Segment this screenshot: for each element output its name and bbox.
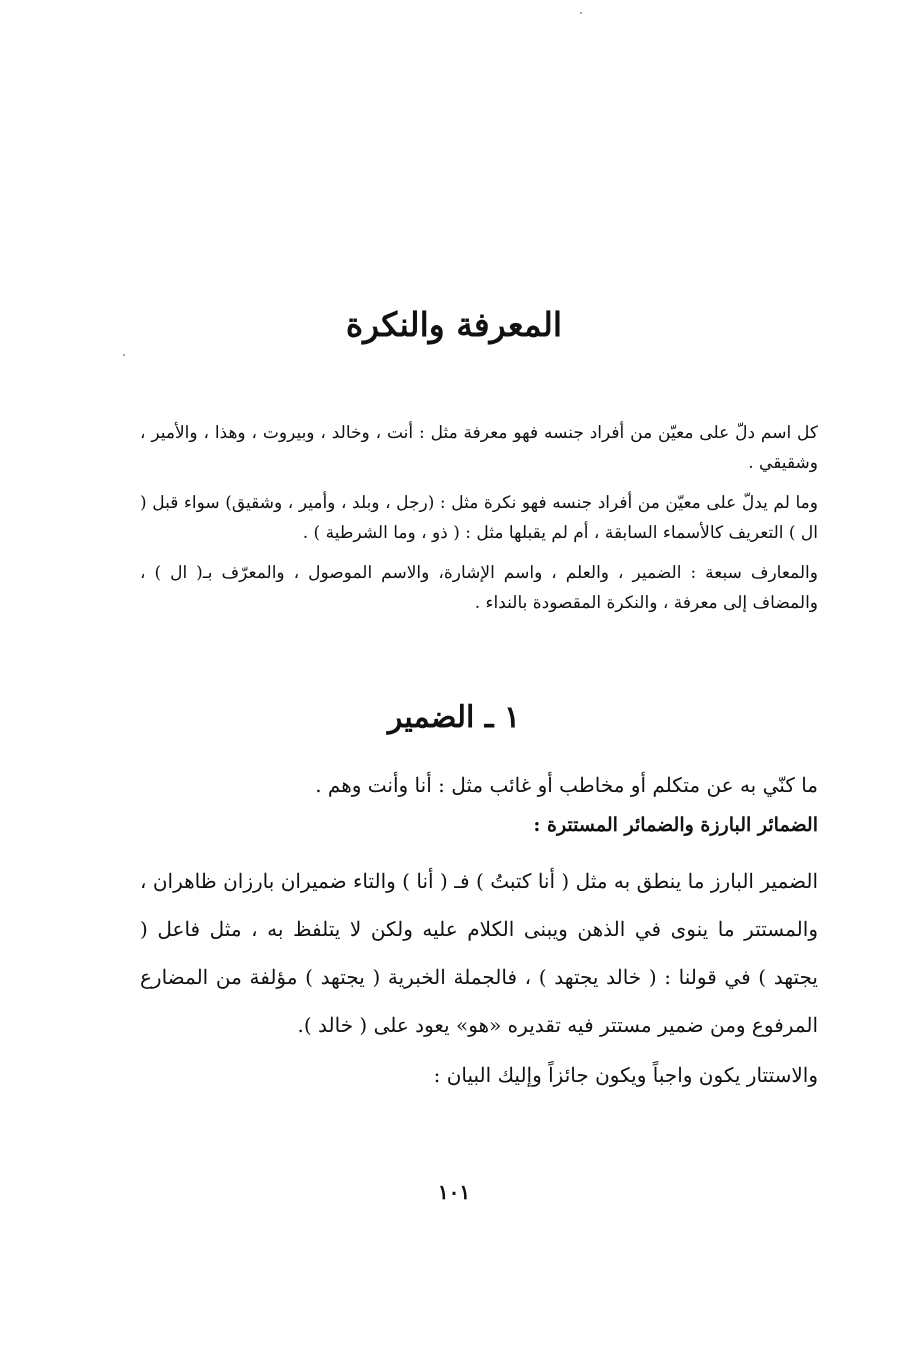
scan-speck [580,12,582,14]
pronoun-section [140,765,818,1099]
body-paragraph-closing: والاستتار يكون واجباً ويكون جائزاً وإليك البيان : [433,1063,818,1087]
pronoun-definition: ما كنّي به عن متكلم أو مخاطب أو غائب مثل : أنا وأنت وهم . [315,773,818,797]
intro-paragraph-definites-list: والمعارف سبعة : الضمير ، والعلم ، واسم الإشارة، والاسم الموصول ، والمعرّف بـ( ال ) ، والمضاف إلى معرفة ، والنكرة المقصودة بالنداء . [140,563,818,613]
section-heading: ١ ـ الضمير [387,700,521,735]
body-paragraph: الضمير البارز ما ينطق به مثل ( أنا كتبتُ ) فـ ( أنا ) والتاء ضميران بارزان ظاهران ، والمستتر ما ينوى في الذهن ويبنى الكلام عليه ولكن لا يتلفظ به ، مثل فاعل ( يجتهد ) في قولنا : ( خالد يجتهد ) ، فالجملة الخبرية ( يجتهد ) مؤلفة من المضارع المرفوع ومن ضمير مستتر فيه تقديره «هو» يعود على ( خالد ). [140,869,818,1037]
subheading: الضمائر البارزة والضمائر المستترة : [533,814,818,836]
page-title: المعرفة والنكرة [345,305,563,344]
intro-paragraph-definite: كل اسم دلّ على معيّن من أفراد جنسه فهو معرفة مثل : أنت ، وخالد ، وبيروت ، وهذا ، والأمير ، وشقيقي . [140,423,818,473]
intro-paragraph-indefinite: وما لم يدلّ على معيّن من أفراد جنسه فهو نكرة مثل : (رجل ، وبلد ، وأمير ، وشقيق) سواء قبل ( ال ) التعريف كالأسماء السابقة ، أم لم يقبلها مثل : ( ذو ، وما الشرطية ) . [140,493,818,543]
scan-speck [123,354,125,356]
page-number: ١٠١ [437,1180,471,1204]
intro-section [140,418,818,628]
